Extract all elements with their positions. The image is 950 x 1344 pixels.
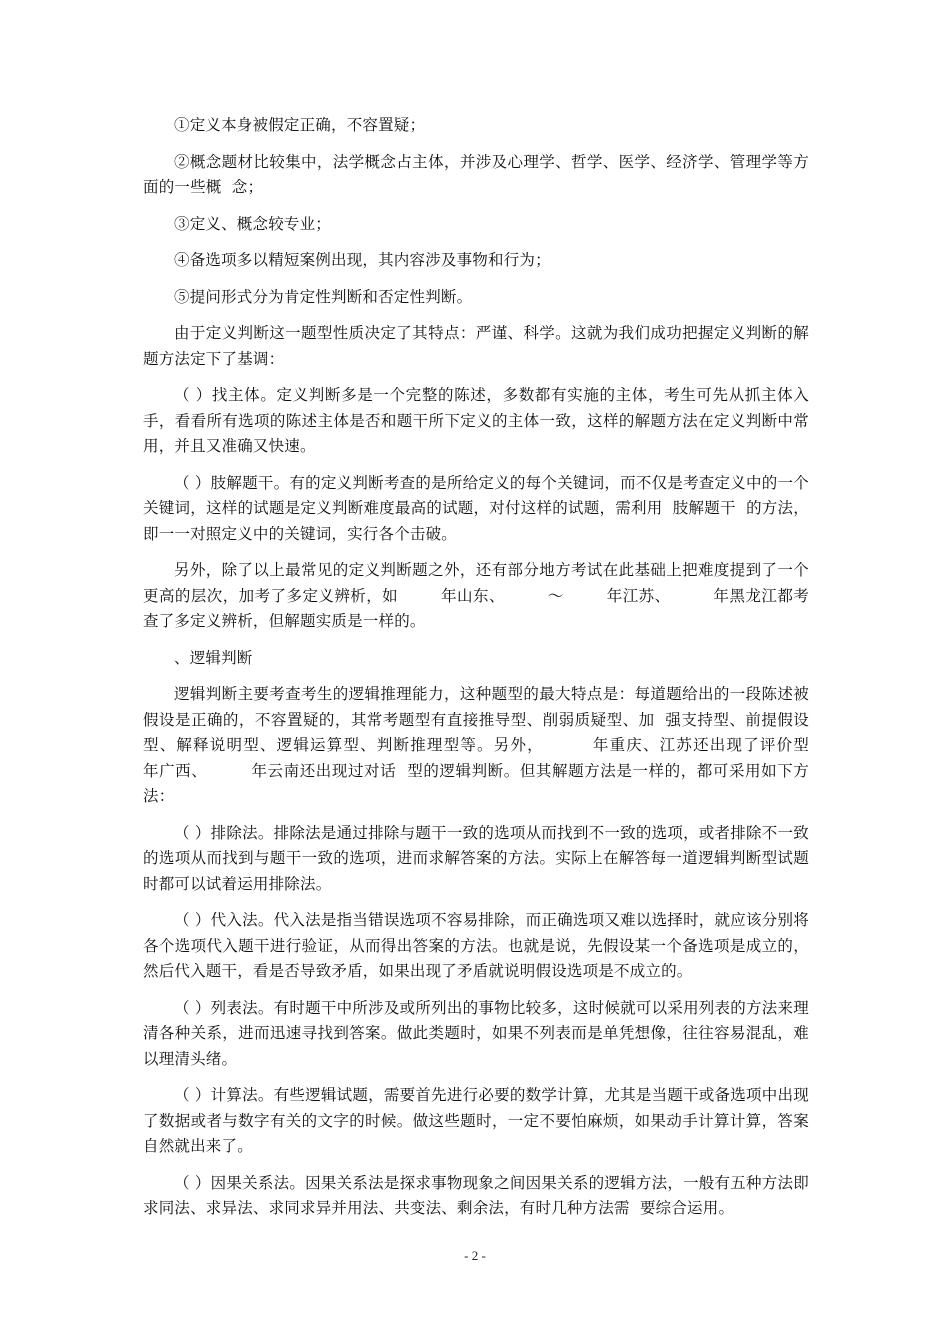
- paragraph-method-substitution: （ ）代入法。代入法是指当错误选项不容易排除，而正确选项又难以选择时，就应该分别将各个选项代入题干进行验证，从而得出答案的方法。也就是说，先假设某一个备选项是成立的，然后代入题干，看是否导致矛盾，如果出现了矛盾就说明假设选项是不成立的。: [143, 911, 809, 980]
- paragraph-definition-intro: 由于定义判断这一题型性质决定了其特点：严谨、科学。这就为我们成功把握定义判断的解题方法定下了基调：: [143, 324, 809, 368]
- paragraph-definition-trait-1: ①定义本身被假定正确，不容置疑；: [174, 116, 426, 134]
- paragraph-definition-trait-2: ②概念题材比较集中，法学概念占主体，并涉及心理学、哲学、医学、经济学、管理学等方面的一些概 念；: [143, 152, 809, 196]
- paragraph-definition-trait-3: ③定义、概念较专业；: [174, 214, 332, 233]
- section-heading-logic: 、逻辑判断: [174, 648, 253, 667]
- paragraph-multi-definition: 另外，除了以上最常见的定义判断题之外，还有部分地方考试在此基础上把难度提到了一个更高的层次，加考了多定义辨析，如 年山东、 ～ 年江苏、 年黑龙江都考查了多定义辨析，但解题实质是一样的。: [143, 561, 809, 630]
- paragraph-method-calculation: （ ）计算法。有些逻辑试题，需要首先进行必要的数学计算，尤其是当题干或备选项中出现了数据或者与数字有关的文字的时候。做这些题时，一定不要怕麻烦，如果动手计算计算，答案自然就出来了。: [143, 1086, 809, 1155]
- paragraph-definition-trait-4: ④备选项多以精短案例出现，其内容涉及事物和行为；: [174, 251, 551, 269]
- paragraph-method-dissect-stem: （ ）肢解题干。有的定义判断考查的是所给定义的每个关键词，而不仅是考查定义中的一个关键词，这样的试题是定义判断难度最高的试题，对付这样的试题，需利用 肢解题干 的方法，即一一对照定义中的关键词，实行各个击破。: [143, 473, 809, 543]
- paragraph-logic-intro: 逻辑判断主要考查考生的逻辑推理能力，这种题型的最大特点是：每道题给出的一段陈述被假设是正确的，不容置疑的，其常考题型有直接推导型、削弱质疑型、加 强支持型、前提假设型、解释说明型、逻辑运算型、判断推理型等。另外， 年重庆、江苏还出现了评价型 年广西、 年云南还出现过对话 型的逻辑判断。但其解题方法是一样的，都可采用如下方法：: [143, 685, 851, 805]
- document-body: [143, 113, 851, 1233]
- paragraph-method-causality: （ ）因果关系法。因果关系法是探求事物现象之间因果关系的逻辑方法，一般有五种方法即求同法、求异法、求同求异并用法、共变法、剩余法，有时几种方法需 要综合运用。: [143, 1173, 809, 1217]
- paragraph-method-elimination: （ ）排除法。排除法是通过排除与题干一致的选项从而找到不一致的选项，或者排除不一致的选项从而找到与题干一致的选项，进而求解答案的方法。实际上在解答每一道逻辑判断型试题时都可以试着运用排除法。: [143, 823, 809, 893]
- paragraph-method-table: （ ）列表法。有时题干中所涉及或所列出的事物比较多，这时候就可以采用列表的方法来理清各种关系，进而迅速寻找到答案。做此类题时，如果不列表而是单凭想像，往往容易混乱，难以理清头绪。: [143, 998, 809, 1068]
- paragraph-definition-trait-5: ⑤提问形式分为肯定性判断和否定性判断。: [174, 287, 473, 306]
- paragraph-method-find-subject: （ ）找主体。定义判断多是一个完整的陈述，多数都有实施的主体，考生可先从抓主体入手，看看所有选项的陈述主体是否和题干所下定义的主体一致，这样的解题方法在定义判断中常用，并且又准确又快速。: [143, 386, 809, 455]
- page-number: - 2 -: [464, 1248, 486, 1263]
